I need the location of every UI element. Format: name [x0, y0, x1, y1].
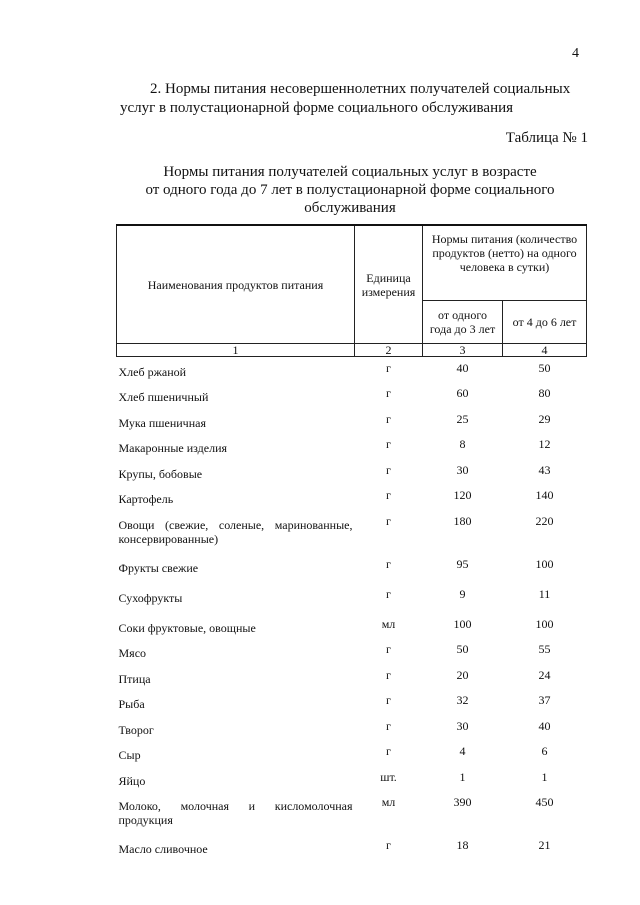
row-product-name: Сыр	[118, 748, 141, 762]
header-col-number-4: 4	[503, 344, 587, 357]
row-unit: г	[386, 718, 391, 733]
row-unit: г	[386, 744, 391, 758]
row-value-age-1-3: 120	[453, 488, 472, 502]
table-number: Таблица № 1	[505, 130, 588, 146]
row-value-age-1-3: 8	[459, 437, 466, 451]
header-col-number-3: 3	[423, 344, 503, 357]
table-body	[117, 357, 587, 865]
row-value-age-4-6: 220	[535, 513, 554, 528]
row-value-age-4-6: 50	[538, 361, 551, 375]
table-row	[117, 433, 587, 459]
row-value-age-1-3: 32	[456, 693, 469, 707]
row-product-name: Хлеб ржаной	[118, 365, 187, 379]
table-title-line-1: Нормы питания получателей социальных услуг в возрасте	[163, 164, 537, 180]
table-row	[117, 382, 587, 408]
row-value-age-4-6: 29	[538, 411, 551, 426]
row-value-age-1-3: 18	[456, 838, 469, 852]
row-product-name: Хлеб пшеничный	[118, 390, 209, 404]
row-value-age-1-3: 25	[456, 411, 469, 426]
row-value-age-1-3: 30	[456, 718, 469, 733]
row-value-age-4-6: 37	[538, 693, 551, 707]
row-value-age-1-3: 1	[459, 769, 466, 784]
table-row	[117, 715, 587, 741]
row-unit: г	[386, 838, 391, 852]
row-unit: мл	[381, 795, 396, 809]
row-unit: г	[386, 642, 391, 656]
header-norms: Нормы питания (количество продуктов (нетто) на одного человека в сутки)	[423, 225, 587, 301]
header-col-number-2: 2	[355, 344, 423, 357]
row-unit: г	[386, 437, 391, 451]
row-value-age-4-6: 43	[538, 462, 551, 477]
row-value-age-1-3: 180	[453, 513, 472, 528]
row-value-age-4-6: 100	[535, 616, 554, 631]
row-unit: г	[386, 488, 391, 502]
row-product-name: Макаронные изделия	[118, 441, 228, 455]
row-unit: шт.	[380, 769, 397, 784]
table-row	[117, 664, 587, 690]
table-row	[117, 484, 587, 510]
nutrition-norms-table	[116, 224, 586, 864]
row-unit: г	[386, 462, 391, 477]
header-age-4-6: от 4 до 6 лет	[503, 301, 587, 344]
row-value-age-1-3: 4	[459, 744, 466, 758]
header-col-number-1: 1	[117, 344, 355, 357]
row-value-age-4-6: 140	[535, 488, 554, 502]
row-value-age-1-3: 95	[456, 556, 469, 571]
row-value-age-1-3: 40	[456, 361, 469, 375]
table-row	[117, 357, 587, 383]
row-value-age-4-6: 12	[538, 437, 551, 451]
section-title-line-2: услуг в полустационарной форме социального обслуживания	[120, 100, 514, 116]
table-row	[117, 834, 587, 864]
row-value-age-1-3: 60	[456, 386, 469, 400]
row-product-name: Птица	[118, 671, 151, 686]
row-value-age-4-6: 100	[535, 556, 554, 571]
row-product-name: Мука пшеничная	[118, 415, 206, 430]
row-value-age-1-3: 30	[456, 462, 469, 477]
row-product-name: Фрукты свежие	[118, 560, 199, 575]
row-value-age-1-3: 390	[453, 795, 472, 809]
row-product-name: Творог	[118, 722, 154, 737]
row-value-age-4-6: 1	[541, 769, 548, 784]
row-unit: мл	[381, 616, 396, 631]
row-unit: г	[386, 513, 391, 528]
row-product-name: Крупы, бобовые	[118, 466, 203, 481]
row-product-name: Яйцо	[118, 773, 146, 788]
row-product-name: Рыба	[118, 697, 145, 711]
row-product-name: Масло сливочное	[118, 842, 208, 856]
table-row	[117, 740, 587, 766]
row-value-age-1-3: 100	[453, 616, 472, 631]
section-title	[120, 80, 620, 118]
table-row	[117, 613, 587, 639]
table-title-line-2: от одного года до 7 лет в полустационарной форме социального	[145, 182, 555, 198]
row-value-age-4-6: 55	[538, 642, 551, 656]
table-title	[110, 163, 590, 217]
row-unit: г	[386, 556, 391, 571]
row-product-name: Молоко, молочная и кисломолочная продукция	[118, 799, 353, 827]
header-age-1-3: от одного года до 3 лет	[423, 301, 503, 344]
row-value-age-4-6: 21	[538, 838, 551, 852]
header-unit: Единица измерения	[355, 225, 423, 344]
table-title-line-3: обслуживания	[304, 200, 396, 216]
table-row	[117, 583, 587, 613]
table-row	[117, 408, 587, 434]
table-row	[117, 459, 587, 485]
row-value-age-4-6: 6	[541, 744, 548, 758]
row-unit: г	[386, 386, 391, 400]
row-unit: г	[386, 586, 391, 601]
row-unit: г	[386, 361, 391, 375]
row-product-name: Сухофрукты	[118, 590, 183, 605]
row-product-name: Картофель	[118, 492, 174, 506]
table-row	[117, 791, 587, 834]
row-value-age-4-6: 24	[538, 667, 551, 682]
row-value-age-1-3: 50	[456, 642, 469, 656]
row-product-name: Мясо	[118, 646, 147, 660]
table-row	[117, 766, 587, 792]
row-value-age-4-6: 450	[535, 795, 554, 809]
row-product-name: Соки фруктовые, овощные	[118, 620, 256, 635]
row-value-age-4-6: 80	[538, 386, 551, 400]
row-unit: г	[386, 667, 391, 682]
header-product-name: Наименования продуктов питания	[117, 225, 355, 344]
row-product-name: Овощи (свежие, соленые, маринованные, консервированные)	[118, 517, 353, 546]
row-value-age-1-3: 9	[459, 586, 466, 601]
row-unit: г	[386, 693, 391, 707]
table-row	[117, 689, 587, 715]
section-title-line-1: 2. Нормы питания несовершеннолетних получателей социальных	[150, 81, 571, 97]
row-value-age-4-6: 11	[538, 586, 551, 601]
table-row	[117, 638, 587, 664]
row-value-age-1-3: 20	[456, 667, 469, 682]
page-number: 4	[572, 46, 579, 61]
row-value-age-4-6: 40	[538, 718, 551, 733]
table-row	[117, 510, 587, 553]
table-row	[117, 553, 587, 583]
row-unit: г	[386, 411, 391, 426]
